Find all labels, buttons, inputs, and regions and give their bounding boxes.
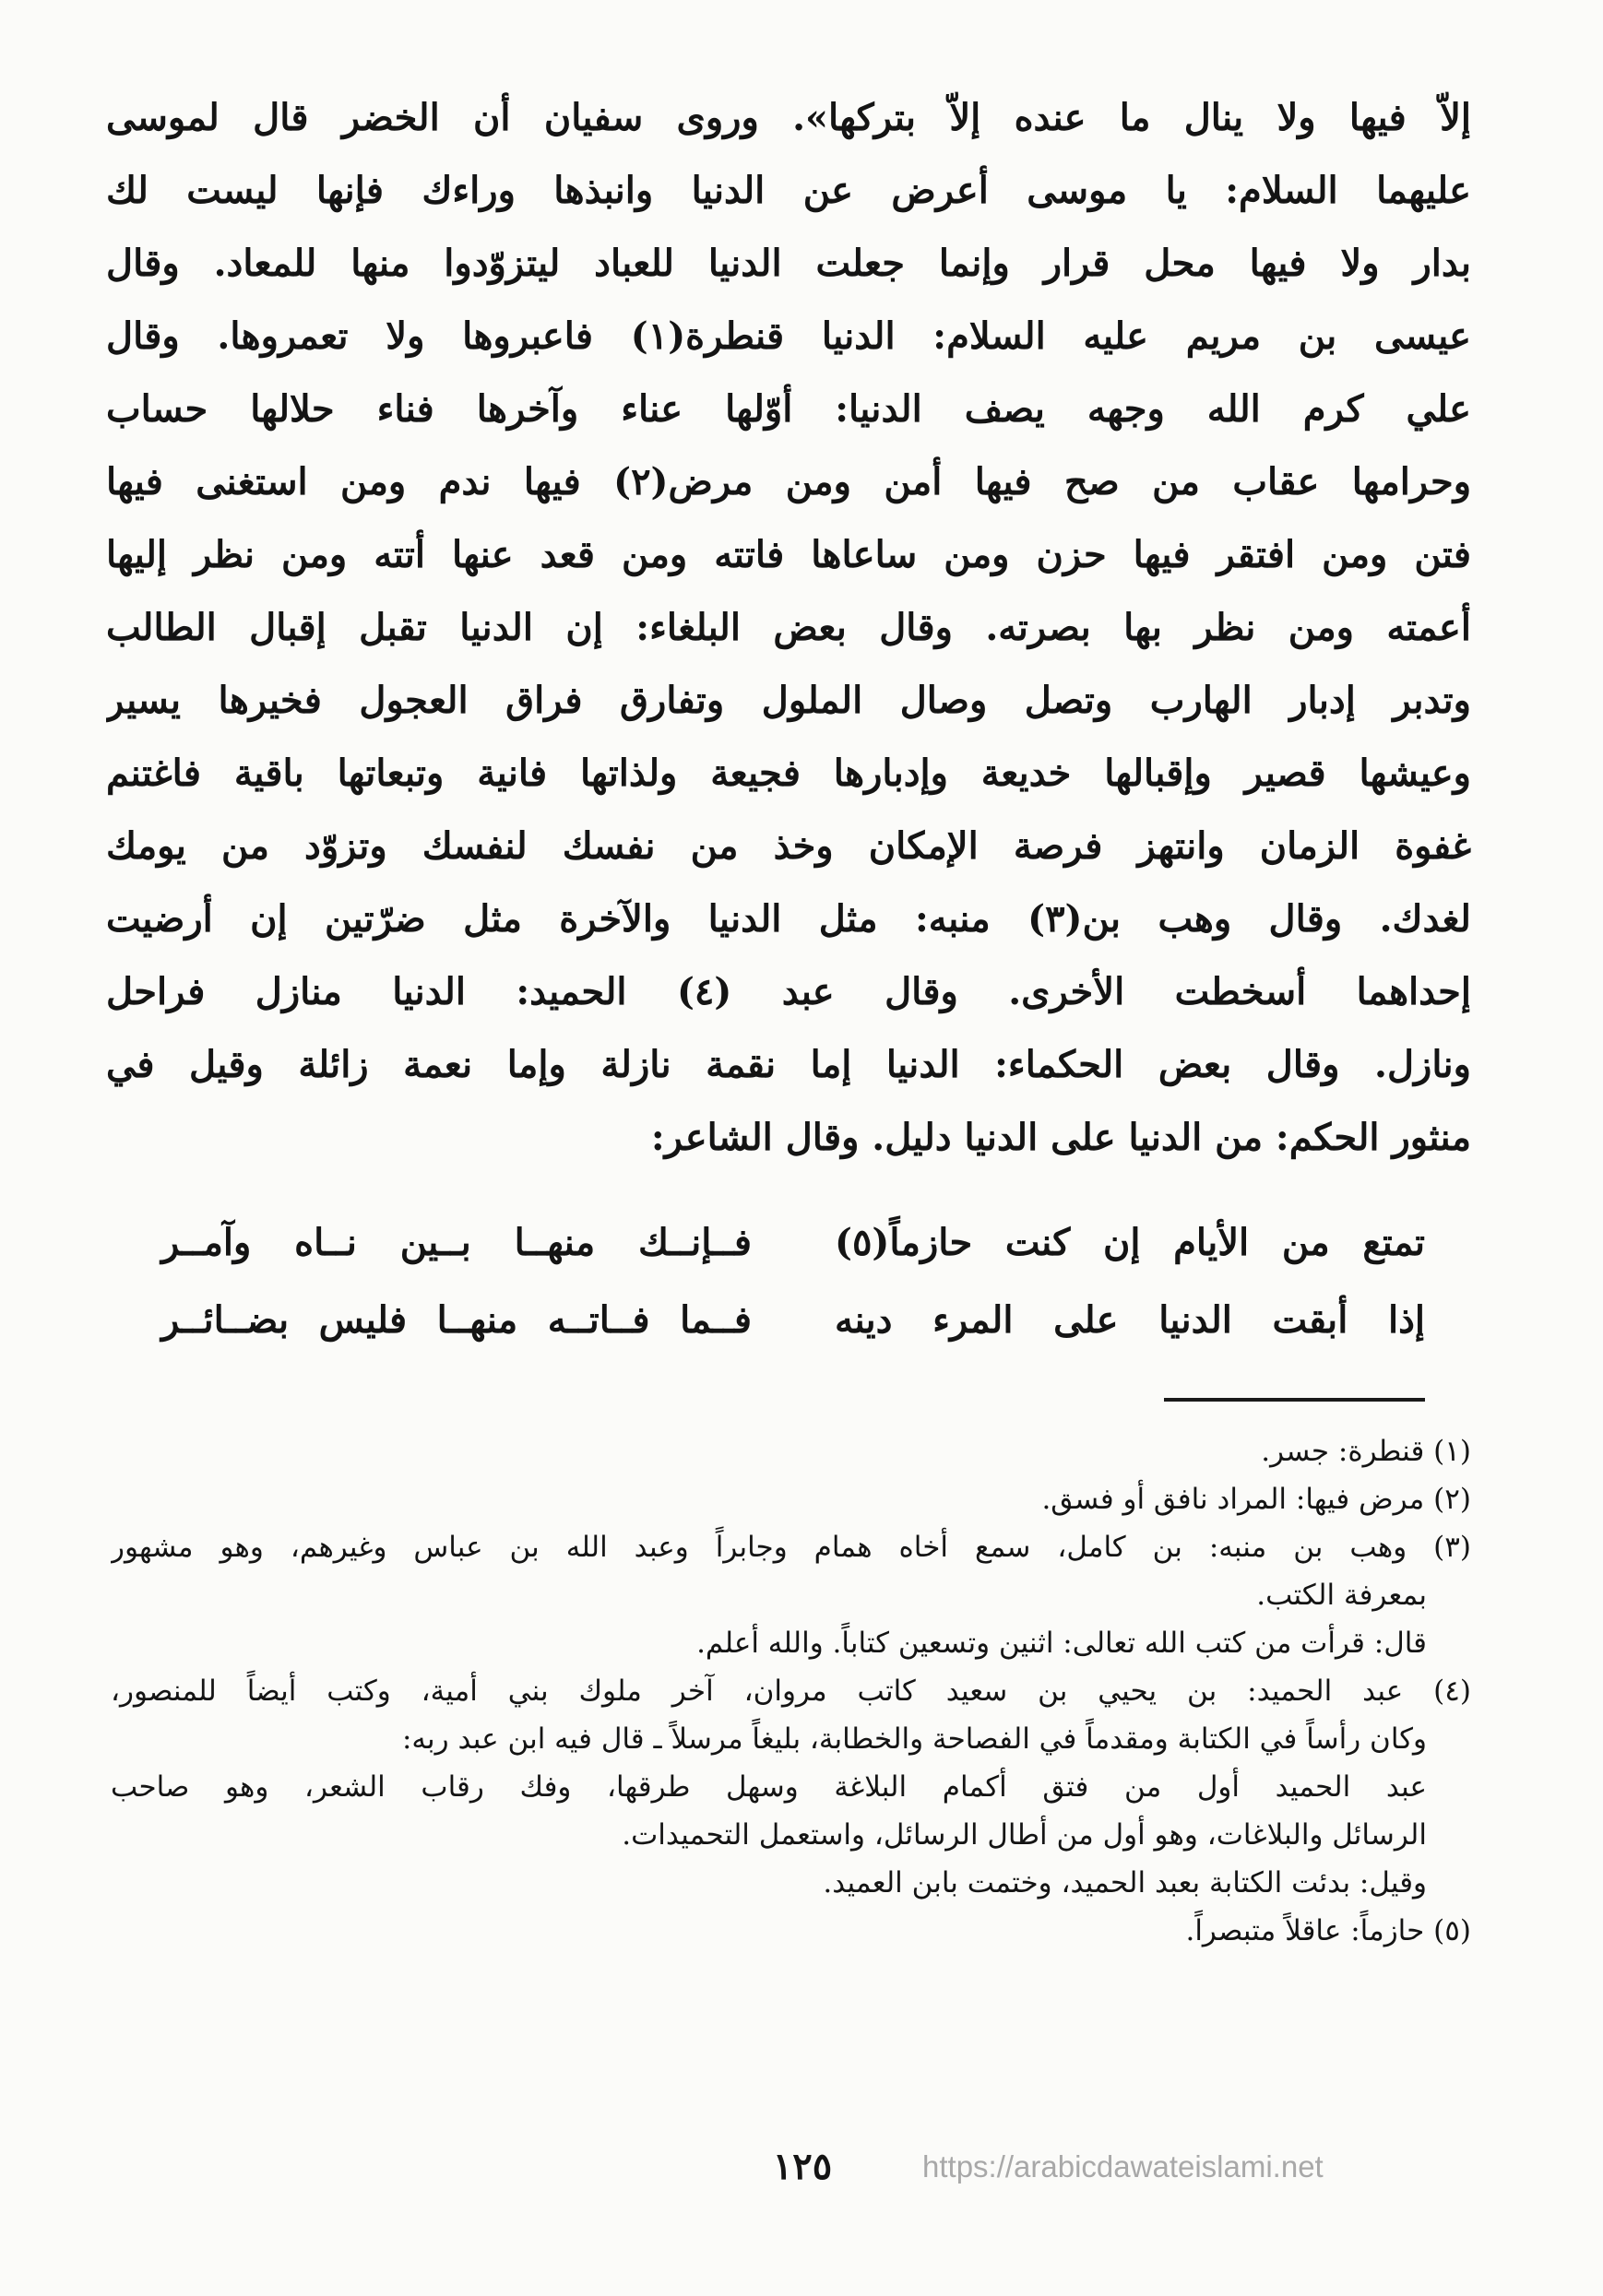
poem-verse [161,1204,1425,1282]
text-line: غفوة الزمان وانتهز فرصة الإمكان وخذ من نفسك لنفسك وتزوّد من يومك [106,824,1471,868]
poem [161,1204,1425,1359]
text-line: منثور الحكم: من الدنيا على الدنيا دليل. وقال الشاعر: [650,1116,1471,1159]
footnote: (٣) وهب بن منبه: بن كامل، سمع أخاه همام وجابراً وعبد الله بن عباس وغيرهم، وهو مشهور [111,1531,1471,1564]
footnote-continuation: الرسائل والبلاغات، وهو أول من أطال الرسائل، واستعمل التحميدات. [622,1818,1427,1852]
footnote-continuation: بمعرفة الكتب. [1256,1579,1427,1612]
text-line: لغدك. وقال وهب بن(٣) منبه: مثل الدنيا والآخرة مثل ضرّتين إن أرضيت [106,897,1471,941]
text-line: وعيشها قصير وإقبالها خديعة وإدبارها فجيعة ولذاتها فانية وتبعاتها باقية فاغتنم [106,752,1471,795]
footnote-separator [1164,1398,1425,1402]
poem-verse [161,1282,1425,1359]
footnote: (٤) عبد الحميد: بن يحيي بن سعيد كاتب مروان، آخر ملوك بني أمية، وكتب أيضاً للمنصور، [111,1675,1471,1708]
page-number: ١٢٥ [772,2145,833,2188]
text-line: فتن ومن افتقر فيها حزن ومن ساعاها فاتته ومن قعد عنها أتته ومن نظر إليها [106,533,1471,576]
text-line: عيسى بن مريم عليه السلام: الدنيا قنطرة(١) فاعبروها ولا تعمروها. وقال [106,314,1471,358]
footnote-continuation: قال: قرأت من كتب الله تعالى: اثنين وتسعين كتاباً. والله أعلم. [696,1627,1427,1660]
footnotes [111,1427,1471,1955]
main-text [106,81,1471,1174]
text-line: عليهما السلام: يا موسى أعرض عن الدنيا وانبذها وراءك فإنها ليست لك [106,169,1471,212]
poem-first-hemistich: تمتع من الأيام إن كنت حازماً(٥) [835,1221,1425,1264]
footnote-continuation: عبد الحميد أول من فتق أكمام البلاغة وسهل طرقها، وفك رقاب الشعر، وهو صاحب [111,1770,1427,1804]
footnote: (٢) مرض فيها: المراد نافق أو فسق. [1041,1483,1471,1516]
text-line: ونازل. وقال بعض الحكماء: الدنيا إما نقمة نازلة وإما نعمة زائلة وقيل في [106,1043,1471,1086]
poem-second-hemistich: فــما فــاتــه منهــا فليس بضــائــر [161,1298,752,1342]
footnote: (٥) حازماً: عاقلاً متبصراً. [1185,1914,1471,1947]
text-line: أعمته ومن نظر بها بصرته. وقال بعض البلغاء: إن الدنيا تقبل إقبال الطالب [106,606,1471,649]
text-line: وحرامها عقاب من صح فيها أمن ومن مرض(٢) فيها ندم ومن استغنى فيها [106,460,1471,503]
text-line: بدار ولا فيها محل قرار وإنما جعلت الدنيا للعباد ليتزوّدوا منها للمعاد. وقال [106,242,1471,285]
footnote-continuation: وكان رأساً في الكتابة ومقدماً في الفصاحة والخطابة، بليغاً مرسلاً ـ قال فيه ابن عبد ربه: [401,1722,1427,1756]
text-line: إحداهما أسخطت الأخرى. وقال عبد (٤) الحميد: الدنيا منازل فراحل [106,970,1471,1013]
watermark-url: https://arabicdawateislami.net [922,2149,1324,2184]
text-line: علي كرم الله وجهه يصف الدنيا: أوّلها عناء وآخرها فناء حلالها حساب [106,387,1471,431]
footnote: (١) قنطرة: جسر. [1261,1435,1471,1468]
footnote-continuation: وقيل: بدئت الكتابة بعبد الحميد، وختمت بابن العميد. [823,1866,1427,1900]
poem-second-hemistich: فــإنــك منهــا بــين نــاه وآمــر [161,1221,752,1264]
text-line: إلاّ فيها ولا ينال ما عنده إلاّ بتركها». وروى سفيان أن الخضر قال لموسى [106,96,1471,139]
poem-first-hemistich: إذا أبقت الدنيا على المرء دينه [835,1298,1425,1342]
text-line: وتدبر إدبار الهارب وتصل وصال الملول وتفارق فراق العجول فخيرها يسير [106,679,1471,722]
